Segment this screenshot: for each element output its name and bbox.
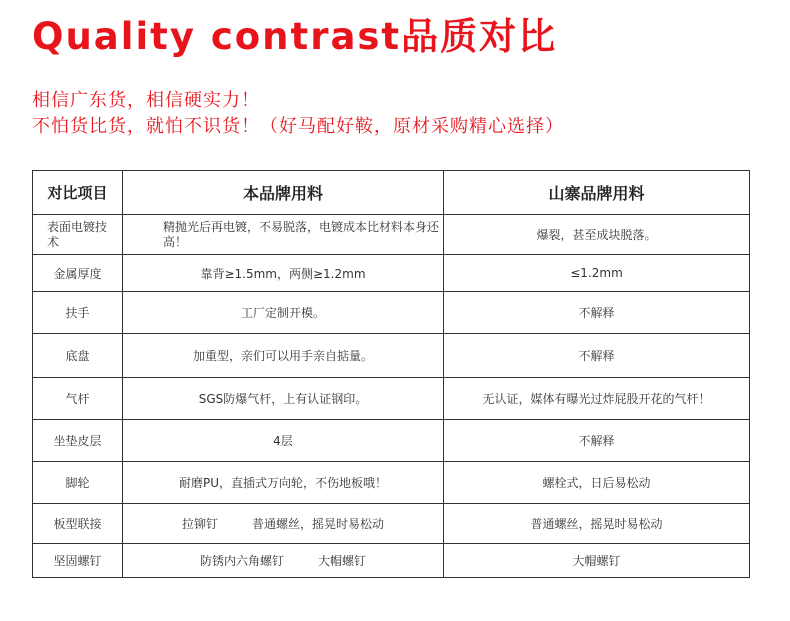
subtitle-line-2: 不怕货比货，就怕不识货！（好马配好鞍，原材采购精心选择）	[32, 116, 564, 137]
table-header-row	[33, 171, 750, 215]
row-our-brand: 靠背≥1.5mm，两侧≥1.2mm	[123, 255, 444, 292]
table-row	[33, 334, 750, 378]
row-item: 底盘	[33, 334, 123, 378]
header-item: 对比项目	[33, 171, 123, 215]
row-item: 板型联接	[33, 504, 123, 544]
row-item: 脚轮	[33, 462, 123, 504]
row-our-brand: 加重型，亲们可以用手亲自掂量。	[123, 334, 444, 378]
row-knockoff-brand: 无认证，媒体有曝光过炸屁股开花的气杆！	[444, 378, 750, 420]
row-knockoff-brand: 爆裂，甚至成块脱落。	[444, 215, 750, 255]
table-row	[33, 544, 750, 578]
table-row	[33, 462, 750, 504]
table-row	[33, 215, 750, 255]
row-item: 扶手	[33, 292, 123, 334]
table-row	[33, 504, 750, 544]
table-row	[33, 292, 750, 334]
row-our-brand: 耐磨PU，直插式万向轮，不伤地板哦！	[123, 462, 444, 504]
row-our-brand: SGS防爆气杆，上有认证钢印。	[123, 378, 444, 420]
row-our-brand: 精抛光后再电镀，不易脱落，电镀成本比材料本身还高！	[123, 215, 444, 255]
row-item: 气杆	[33, 378, 123, 420]
row-our-brand	[123, 544, 444, 578]
row-item: 金属厚度	[33, 255, 123, 292]
row-our-brand-part-b: 普通螺丝，摇晃时易松动	[252, 517, 385, 531]
comparison-table	[32, 170, 750, 578]
table-row	[33, 378, 750, 420]
row-our-brand: 4层	[123, 420, 444, 462]
row-item: 坐垫皮层	[33, 420, 123, 462]
header-knockoff-brand: 山寨品牌用料	[444, 171, 750, 215]
row-knockoff-brand: 不解释	[444, 420, 750, 462]
row-item: 坚固螺钉	[33, 544, 123, 578]
row-knockoff-brand: 大帽螺钉	[444, 544, 750, 578]
row-knockoff-brand: 普通螺丝，摇晃时易松动	[444, 504, 750, 544]
header-our-brand: 本品牌用料	[123, 171, 444, 215]
row-our-brand-part-b: 大帽螺钉	[318, 554, 367, 568]
row-our-brand-part-a: 拉铆钉	[181, 517, 218, 531]
row-our-brand	[123, 504, 444, 544]
table-row	[33, 255, 750, 292]
table-row	[33, 420, 750, 462]
row-item: 表面电镀技术	[33, 215, 123, 255]
row-knockoff-brand: 不解释	[444, 292, 750, 334]
page-title: Quality contrast品质对比	[32, 15, 558, 58]
row-our-brand: 工厂定制开模。	[123, 292, 444, 334]
row-our-brand-part-a: 防锈内六角螺钉	[199, 554, 284, 568]
row-knockoff-brand: 不解释	[444, 334, 750, 378]
subtitle-line-1: 相信广东货，相信硬实力！	[32, 90, 260, 111]
row-knockoff-brand: 螺栓式，日后易松动	[444, 462, 750, 504]
row-knockoff-brand: ≤1.2mm	[444, 255, 750, 292]
